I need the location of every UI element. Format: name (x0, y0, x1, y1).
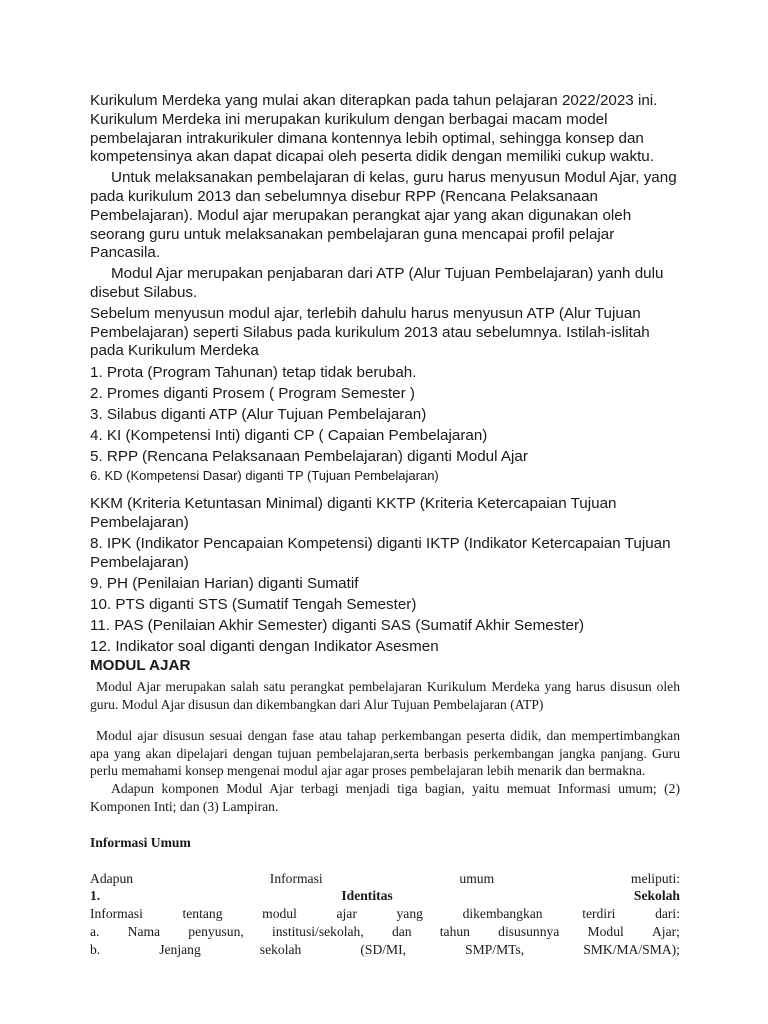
word: Ajar; (651, 923, 680, 939)
intro-paragraph-3: Modul Ajar merupakan penjabaran dari ATP (Alur Tujuan Pembelajaran) yanh dulu disebut Silabus. (90, 265, 664, 301)
word: sekolah (259, 941, 302, 957)
list-item: 4. KI (Kompetensi Inti) diganti CP ( Capaian Pembelajaran) (90, 427, 488, 445)
word: Jenjang (159, 941, 201, 957)
word: yang (396, 906, 423, 922)
word: (SD/MI, (360, 941, 407, 957)
list-item: 8. IPK (Indikator Pencapaian Kompetensi) diganti IKTP (Indikator Ketercapaian Tujuan Pembelajaran) (90, 535, 671, 572)
word: SMK/MA/SMA); (583, 941, 680, 957)
word: ajar (336, 906, 357, 922)
list-item: 6. KD (Kompetensi Dasar) diganti TP (Tujuan Pembelajaran) (90, 468, 439, 484)
list-item: 3. Silabus diganti ATP (Alur Tujuan Pembelajaran) (90, 406, 427, 424)
list-item: 9. PH (Penilaian Harian) diganti Sumatif (90, 575, 359, 593)
word: SMP/MTs, (465, 941, 525, 957)
info-line-3 (90, 905, 680, 923)
word: Informasi (90, 906, 143, 922)
word: terdiri (582, 906, 616, 922)
informasi-umum-heading: Informasi Umum (90, 834, 191, 850)
list-item: KKM (Kriteria Ketuntasan Minimal) diganti KKTP (Kriteria Ketercapaian Tujuan Pembelajaran) (90, 495, 617, 532)
word: dan (391, 923, 412, 939)
word: b. (90, 941, 101, 957)
word: Nama (127, 923, 161, 939)
word: modul (262, 906, 297, 922)
info-line-4 (90, 923, 680, 941)
modul-ajar-heading: MODUL AJAR (90, 657, 191, 675)
list-item: 12. Indikator soal diganti dengan Indikator Asesmen (90, 638, 439, 656)
word: Modul (587, 923, 624, 939)
list-item: 10. PTS diganti STS (Sumatif Tengah Semester) (90, 596, 417, 614)
list-item: 11. PAS (Penilaian Akhir Semester) diganti SAS (Sumatif Akhir Semester) (90, 617, 585, 635)
modul-paragraph-3: Adapun komponen Modul Ajar terbagi menjadi tiga bagian, yaitu memuat Informasi umum; (2) Komponen Inti; dan (3) Lampiran. (90, 781, 680, 814)
word: dari: (655, 906, 680, 922)
word: dikembangkan (462, 906, 543, 922)
list-item: 2. Promes diganti Prosem ( Program Semester ) (90, 385, 415, 403)
modul-paragraph-2: Modul ajar disusun sesuai dengan fase atau tahap perkembangan peserta didik, dan mempertimbangkan apa yang akan dipelajari dengan tujuan pembelajaran,serta berbasis perkembangan jangka panjang. Guru perlu memahami konsep mengenai modul ajar agar proses pembelajaran lebih menarik dan bermakna. (90, 727, 680, 779)
document-page (90, 92, 680, 959)
intro-paragraph-1: Kurikulum Merdeka yang mulai akan diterapkan pada tahun pelajaran 2022/2023 ini. Kurikulum Merdeka ini merupakan kurikulum dengan berbagai macam model pembelajaran intrakurikuler dimana kontennya lebih optimal, sehingga konsep dan kompetensinya akan dapat dicapai oleh peserta didik dengan memiliki cukup waktu. (90, 92, 658, 166)
word: meliputi: (630, 870, 680, 886)
word: institusi/sekolah, (271, 923, 364, 939)
word: Adapun (90, 870, 134, 886)
word: tahun (439, 923, 470, 939)
word: disusunnya (498, 923, 560, 939)
word: a. (90, 923, 100, 939)
word: umum (459, 870, 495, 886)
word: tentang (182, 906, 223, 922)
word: Informasi (269, 870, 323, 886)
word: Identitas (341, 888, 393, 904)
word: Sekolah (633, 888, 680, 904)
word: 1. (90, 888, 101, 904)
intro-paragraph-2: Untuk melaksanakan pembelajaran di kelas, guru harus menyusun Modul Ajar, yang pada kurikulum 2013 dan sebelumnya disebur RPP (Rencana Pelaksanaan Pembelajaran). Modul ajar merupakan perangkat ajar yang akan digunakan oleh seorang guru untuk melaksanakan pembelajaran guna mencapai profil pelajar Pancasila. (90, 169, 677, 262)
word: penyusun, (188, 923, 244, 939)
modul-paragraph-1: Modul Ajar merupakan salah satu perangkat pembelajaran Kurikulum Merdeka yang harus disusun oleh guru. Modul Ajar disusun dan dikembangkan dari Alur Tujuan Pembelajaran (ATP) (90, 679, 680, 712)
info-line-5 (90, 941, 680, 959)
list-item: 5. RPP (Rencana Pelaksanaan Pembelajaran) diganti Modul Ajar (90, 448, 528, 466)
info-line-2 (90, 887, 680, 905)
intro-paragraph-4: Sebelum menyusun modul ajar, terlebih dahulu harus menyusun ATP (Alur Tujuan Pembelajaran) seperti Silabus pada kurikulum 2013 atau sebelumnya. Istilah-islitah pada Kurikulum Merdeka (90, 304, 650, 360)
terms-list (90, 363, 680, 656)
list-item: 1. Prota (Program Tahunan) tetap tidak berubah. (90, 364, 417, 382)
info-line-1 (90, 870, 680, 888)
